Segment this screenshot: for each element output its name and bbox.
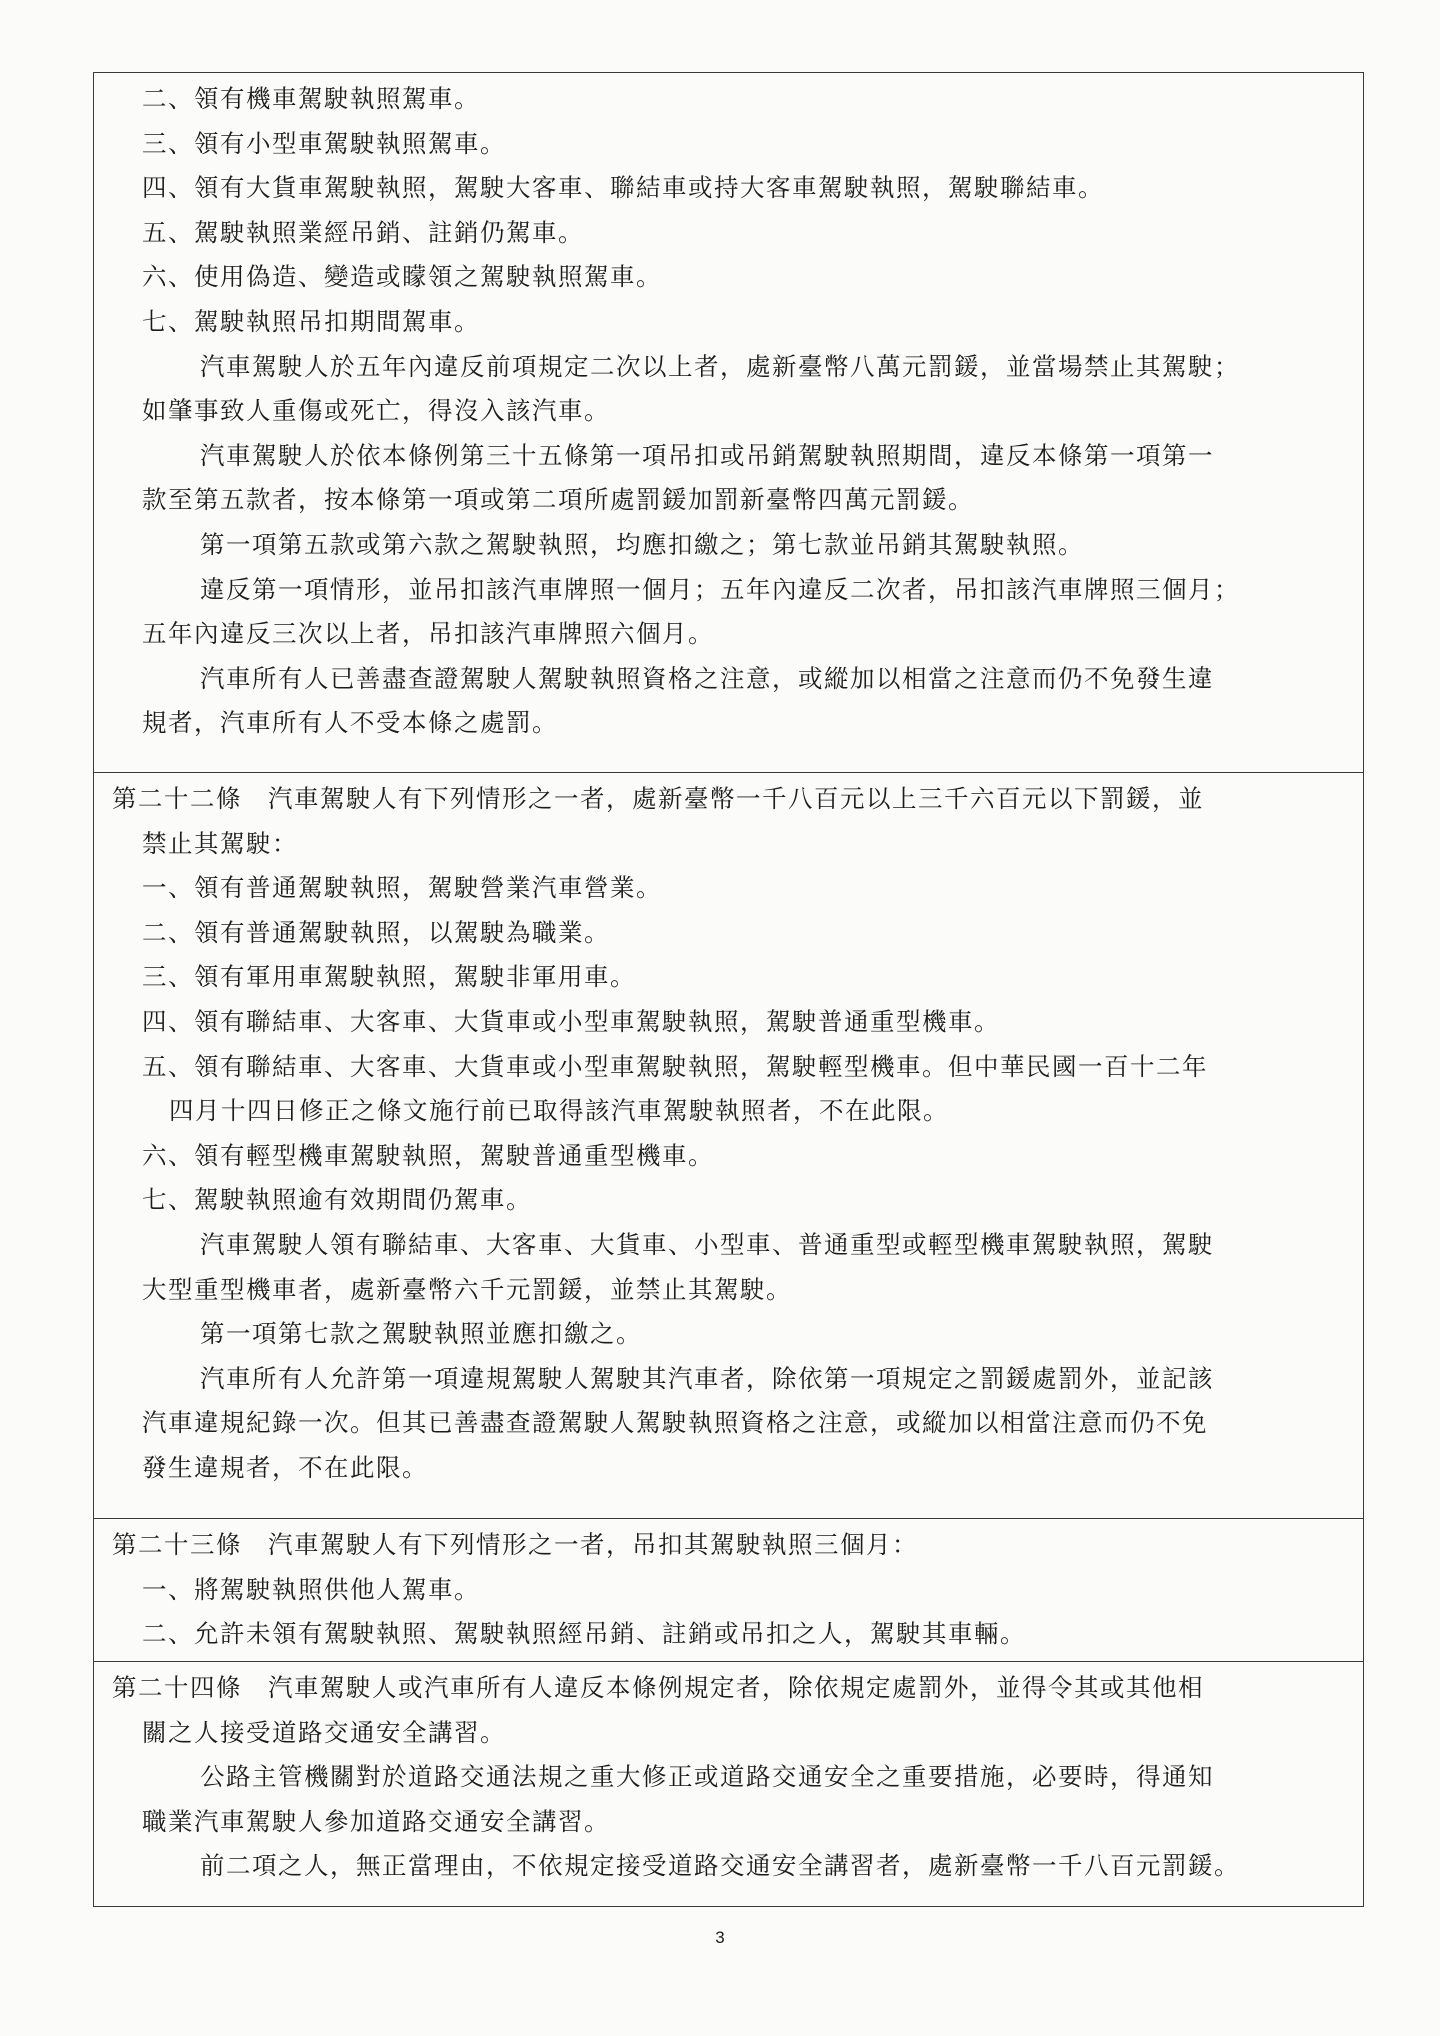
text-line: 五、領有聯結車、大客車、大貨車或小型車駕駛執照，駕駛輕型機車。但中華民國一百十二年: [142, 1051, 1208, 1081]
text-line: 一、將駕駛執照供他人駕車。: [142, 1574, 480, 1604]
text-line: 汽車所有人已善盡查證駕駛人駕駛執照資格之注意，或縱加以相當之注意而仍不免發生違: [200, 663, 1214, 693]
text-line: 三、領有軍用車駕駛執照，駕駛非軍用車。: [142, 962, 636, 992]
text-line: 關之人接受道路交通安全講習。: [142, 1717, 506, 1747]
text-line: 七、駕駛執照逾有效期間仍駕車。: [142, 1185, 532, 1215]
page-number: 3: [715, 1928, 725, 1947]
text-line: 第二十四條 汽車駕駛人或汽車所有人違反本條例規定者，除依規定處罰外，並得令其或其他相: [112, 1673, 1204, 1702]
text-line: 五、駕駛執照業經吊銷、註銷仍駕車。: [142, 217, 584, 247]
text-line: 款至第五款者，按本條第一項或第二項所處罰鍰加罰新臺幣四萬元罰鍰。: [142, 485, 974, 515]
article-24: [94, 1662, 1363, 1904]
text-line: 汽車所有人允許第一項違規駕駛人駕駛其汽車者，除依第一項規定之罰鍰處罰外，並記該: [200, 1363, 1214, 1393]
article-21-continuation: [94, 73, 1363, 773]
text-line: 如肇事致人重傷或死亡，得沒入該汽車。: [142, 396, 610, 426]
text-line: 規者，汽車所有人不受本條之處罰。: [142, 708, 558, 738]
text-line: 發生違規者，不在此限。: [142, 1452, 428, 1482]
text-line: 七、駕駛執照吊扣期間駕車。: [142, 306, 480, 336]
text-line: 違反第一項情形，並吊扣該汽車牌照一個月；五年內違反二次者，吊扣該汽車牌照三個月；: [200, 574, 1240, 604]
text-line: 六、領有輕型機車駕駛執照，駕駛普通重型機車。: [142, 1140, 714, 1170]
text-line: 二、領有普通駕駛執照，以駕駛為職業。: [142, 917, 610, 947]
text-line: 六、使用偽造、變造或矇領之駕駛執照駕車。: [142, 262, 662, 292]
text-line: 第二十二條 汽車駕駛人有下列情形之一者，處新臺幣一千八百元以上三千六百元以下罰鍰，並: [112, 784, 1204, 813]
text-line: 五年內違反三次以上者，吊扣該汽車牌照六個月。: [142, 619, 714, 649]
text-line: 第一項第五款或第六款之駕駛執照，均應扣繳之；第七款並吊銷其駕駛執照。: [200, 529, 1084, 559]
text-line: 禁止其駕駛：: [142, 828, 298, 858]
text-line: 汽車駕駛人於五年內違反前項規定二次以上者，處新臺幣八萬元罰鍰，並當場禁止其駕駛；: [200, 351, 1240, 381]
text-line: 二、允許未領有駕駛執照、駕駛執照經吊銷、註銷或吊扣之人，駕駛其車輛。: [142, 1619, 1026, 1649]
text-line: 一、領有普通駕駛執照，駕駛營業汽車營業。: [142, 873, 662, 903]
text-line: 大型重型機車者，處新臺幣六千元罰鍰，並禁止其駕駛。: [142, 1274, 792, 1304]
article-23: [94, 1519, 1363, 1662]
text-line: 第一項第七款之駕駛執照並應扣繳之。: [200, 1319, 642, 1349]
text-line: 四月十四日修正之條文施行前已取得該汽車駕駛執照者，不在此限。: [169, 1096, 949, 1126]
text-line: 職業汽車駕駛人參加道路交通安全講習。: [142, 1806, 610, 1836]
text-line: 第二十三條 汽車駕駛人有下列情形之一者，吊扣其駕駛執照三個月：: [112, 1530, 918, 1559]
text-line: 汽車駕駛人領有聯結車、大客車、大貨車、小型車、普通重型或輕型機車駕駛執照，駕駛: [200, 1229, 1214, 1259]
text-line: 四、領有聯結車、大客車、大貨車或小型車駕駛執照，駕駛普通重型機車。: [142, 1006, 1000, 1036]
document-frame: [93, 72, 1364, 1907]
text-line: 汽車違規紀錄一次。但其已善盡查證駕駛人駕駛執照資格之注意，或縱加以相當注意而仍不免: [142, 1408, 1208, 1438]
text-line: 四、領有大貨車駕駛執照，駕駛大客車、聯結車或持大客車駕駛執照，駕駛聯結車。: [142, 173, 1104, 203]
text-line: 前二項之人，無正當理由，不依規定接受道路交通安全講習者，處新臺幣一千八百元罰鍰。: [200, 1851, 1240, 1881]
text-line: 三、領有小型車駕駛執照駕車。: [142, 128, 506, 158]
text-line: 二、領有機車駕駛執照駕車。: [142, 84, 480, 113]
article-22: [94, 773, 1363, 1519]
text-line: 公路主管機關對於道路交通法規之重大修正或道路交通安全之重要措施，必要時，得通知: [200, 1762, 1214, 1792]
text-line: 汽車駕駛人於依本條例第三十五條第一項吊扣或吊銷駕駛執照期間，違反本條第一項第一: [200, 440, 1214, 470]
